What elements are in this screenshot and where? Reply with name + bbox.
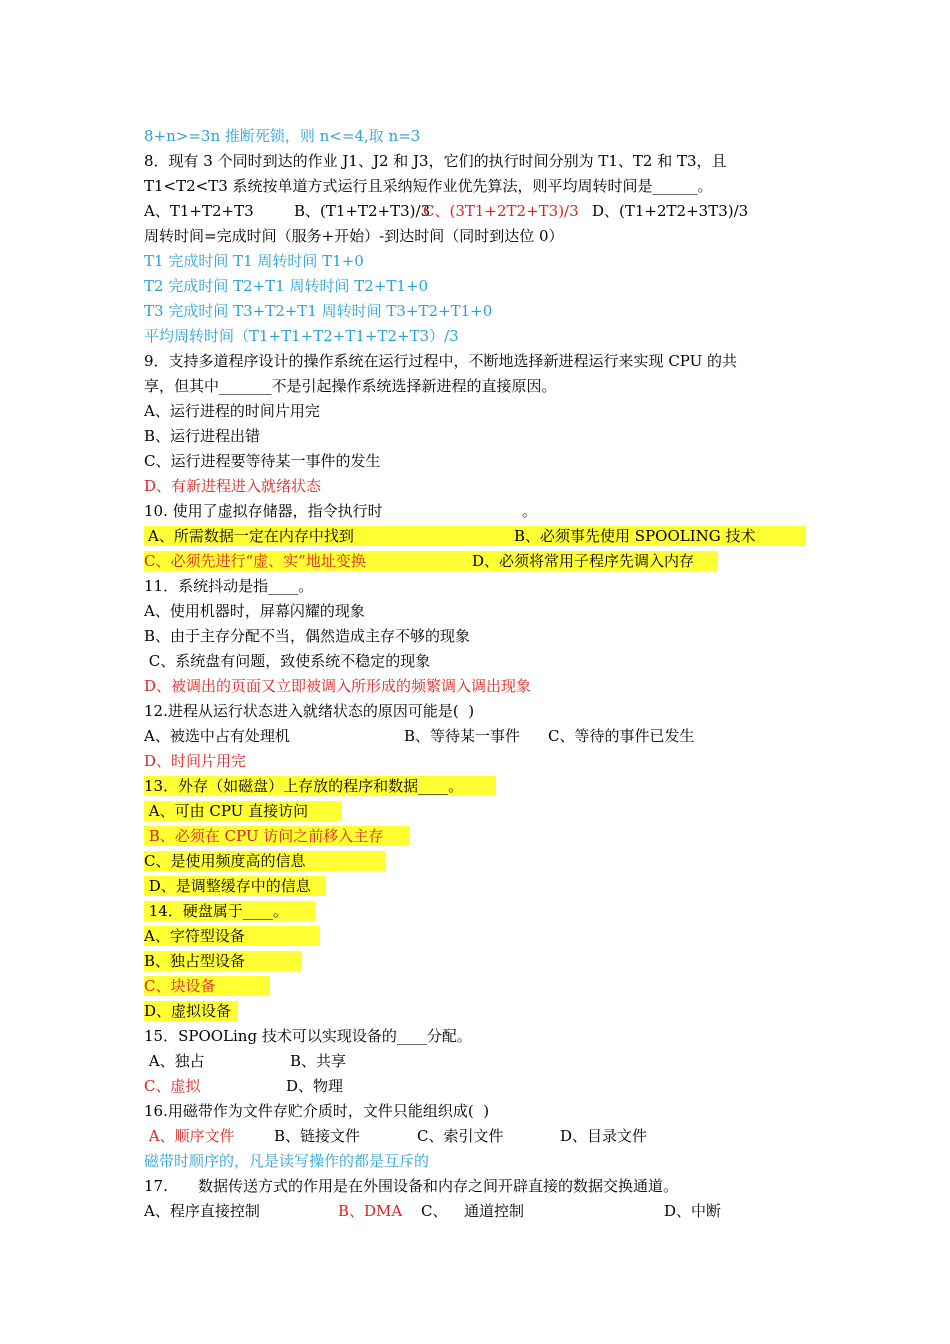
question-17-options: [144, 1201, 784, 1221]
option-d: D、目录文件: [560, 1127, 648, 1145]
question-17: [144, 1176, 744, 1196]
question-11-option-a: A、使用机器时，屏幕闪耀的现象: [144, 602, 365, 620]
turnaround-definition: 周转时间=完成时间（服务+开始）-到达时间（同时到达位 0）: [144, 227, 564, 245]
option-d: D、(T1+2T2+3T3)/3: [592, 202, 749, 220]
note-t1: T1 完成时间 T1 周转时间 T1+0: [144, 252, 364, 270]
question-11: 11．系统抖动是指____。: [144, 577, 314, 595]
option-c: C、索引文件: [417, 1127, 504, 1145]
question-15-options-row-2: [144, 1076, 404, 1096]
question-14-option-a: A、字符型设备: [144, 926, 320, 946]
question-15-options-row-1: [144, 1051, 404, 1071]
question-11-option-c: C、系统盘有问题，致使系统不稳定的现象: [144, 652, 431, 670]
option-a: A、被选中占有处理机: [144, 727, 290, 745]
option-d: D、必须将常用子程序先调入内存: [472, 552, 695, 570]
option-b: B、(T1+T2+T3)/3: [294, 202, 431, 220]
question-13-option-b-answer: B、必须在 CPU 访问之前移入主存: [144, 826, 410, 846]
question-13-option-d: D、是调整缓存中的信息: [144, 876, 326, 896]
question-13-option-c: C、是使用频度高的信息: [144, 851, 386, 871]
question-17-text: 数据传送方式的作用是在外围设备和内存之间开辟直接的数据交换通道。: [198, 1177, 679, 1195]
option-a: A、独占: [144, 1052, 205, 1070]
question-10: [144, 501, 544, 521]
question-13: 13．外存（如磁盘）上存放的程序和数据____。: [144, 776, 496, 796]
question-8-line-1: 8．现有 3 个同时到达的作业 J1、J2 和 J3，它们的执行时间分别为 T1、T2 和 T3，且: [144, 152, 727, 170]
question-14: 14．硬盘属于____。: [144, 901, 316, 921]
option-c: C、等待的事件已发生: [548, 727, 695, 745]
question-12-options: [144, 726, 724, 746]
option-b: B、等待某一事件: [404, 727, 521, 745]
question-9-option-c: C、运行进程要等待某一事件的发生: [144, 452, 381, 470]
option-b: B、共享: [290, 1052, 347, 1070]
question-12: 12.进程从运行状态进入就绪状态的原因可能是( ): [144, 702, 475, 720]
question-11-option-b: B、由于主存分配不当，偶然造成主存不够的现象: [144, 627, 471, 645]
question-9-line-2: 享，但其中_______不是引起操作系统选择新进程的直接原因。: [144, 377, 557, 395]
note-tape: 磁带时顺序的，凡是读写操作的都是互斥的: [144, 1152, 430, 1170]
question-14-option-b: B、独占型设备: [144, 951, 302, 971]
question-9-option-d-answer: D、有新进程进入就绪状态: [144, 477, 322, 495]
question-10-text: 10. 使用了虚拟存储器，指令执行时: [144, 502, 383, 520]
question-17-number: 17.: [144, 1177, 168, 1195]
option-c-answer: C、必须先进行“虚、实”地址变换: [144, 552, 366, 570]
option-c-answer: C、(3T1+2T2+T3)/3: [423, 202, 579, 220]
option-b: B、必须事先使用 SPOOLING 技术: [514, 527, 756, 545]
question-8-line-2: T1<T2<T3 系统按单道方式运行且采纳短作业优先算法，则平均周转时间是______。: [144, 177, 713, 195]
question-10-options-row-2: [144, 551, 718, 571]
question-12-option-d-answer: D、时间片用完: [144, 752, 247, 770]
question-16: 16.用磁带作为文件存贮介质时，文件只能组织成( ): [144, 1102, 490, 1120]
question-9-option-a: A、运行进程的时间片用完: [144, 402, 320, 420]
option-a: A、程序直接控制: [144, 1202, 260, 1220]
question-10-end: 。: [522, 502, 538, 520]
option-a: A、所需数据一定在内存中找到: [148, 527, 354, 545]
option-d: D、中断: [664, 1202, 722, 1220]
note-t3: T3 完成时间 T3+T2+T1 周转时间 T3+T2+T1+0: [144, 302, 493, 320]
option-b: B、链接文件: [274, 1127, 361, 1145]
option-b-answer: B、DMA: [338, 1202, 403, 1220]
question-16-options: [144, 1126, 704, 1146]
question-11-option-d-answer: D、被调出的页面又立即被调入所形成的频繁调入调出现象: [144, 677, 532, 695]
question-13-option-a: A、可由 CPU 直接访问: [144, 801, 342, 821]
question-14-option-c-answer: C、块设备: [144, 976, 270, 996]
note-average: 平均周转时间（T1+T1+T2+T1+T2+T3）/3: [144, 327, 459, 345]
option-c-text: 通道控制: [464, 1202, 525, 1220]
option-d: D、物理: [286, 1077, 344, 1095]
question-10-options-row-1: [144, 526, 806, 546]
question-15: 15．SPOOLing 技术可以实现设备的____分配。: [144, 1027, 472, 1045]
option-c: C、: [421, 1202, 448, 1220]
question-14-option-d: D、虚拟设备: [144, 1001, 238, 1021]
question-9-line-1: 9．支持多道程序设计的操作系统在运行过程中，不断地选择新进程运行来实现 CPU 的共: [144, 352, 738, 370]
question-9-option-b: B、运行进程出错: [144, 427, 261, 445]
note-t2: T2 完成时间 T2+T1 周转时间 T2+T1+0: [144, 277, 429, 295]
note-deadlock: 8+n>=3n 推断死锁，则 n<=4,取 n=3: [144, 127, 421, 145]
option-a: A、T1+T2+T3: [144, 202, 254, 220]
question-8-options: [144, 201, 764, 221]
option-a-answer: A、顺序文件: [144, 1127, 235, 1145]
option-c-answer: C、虚拟: [144, 1077, 201, 1095]
